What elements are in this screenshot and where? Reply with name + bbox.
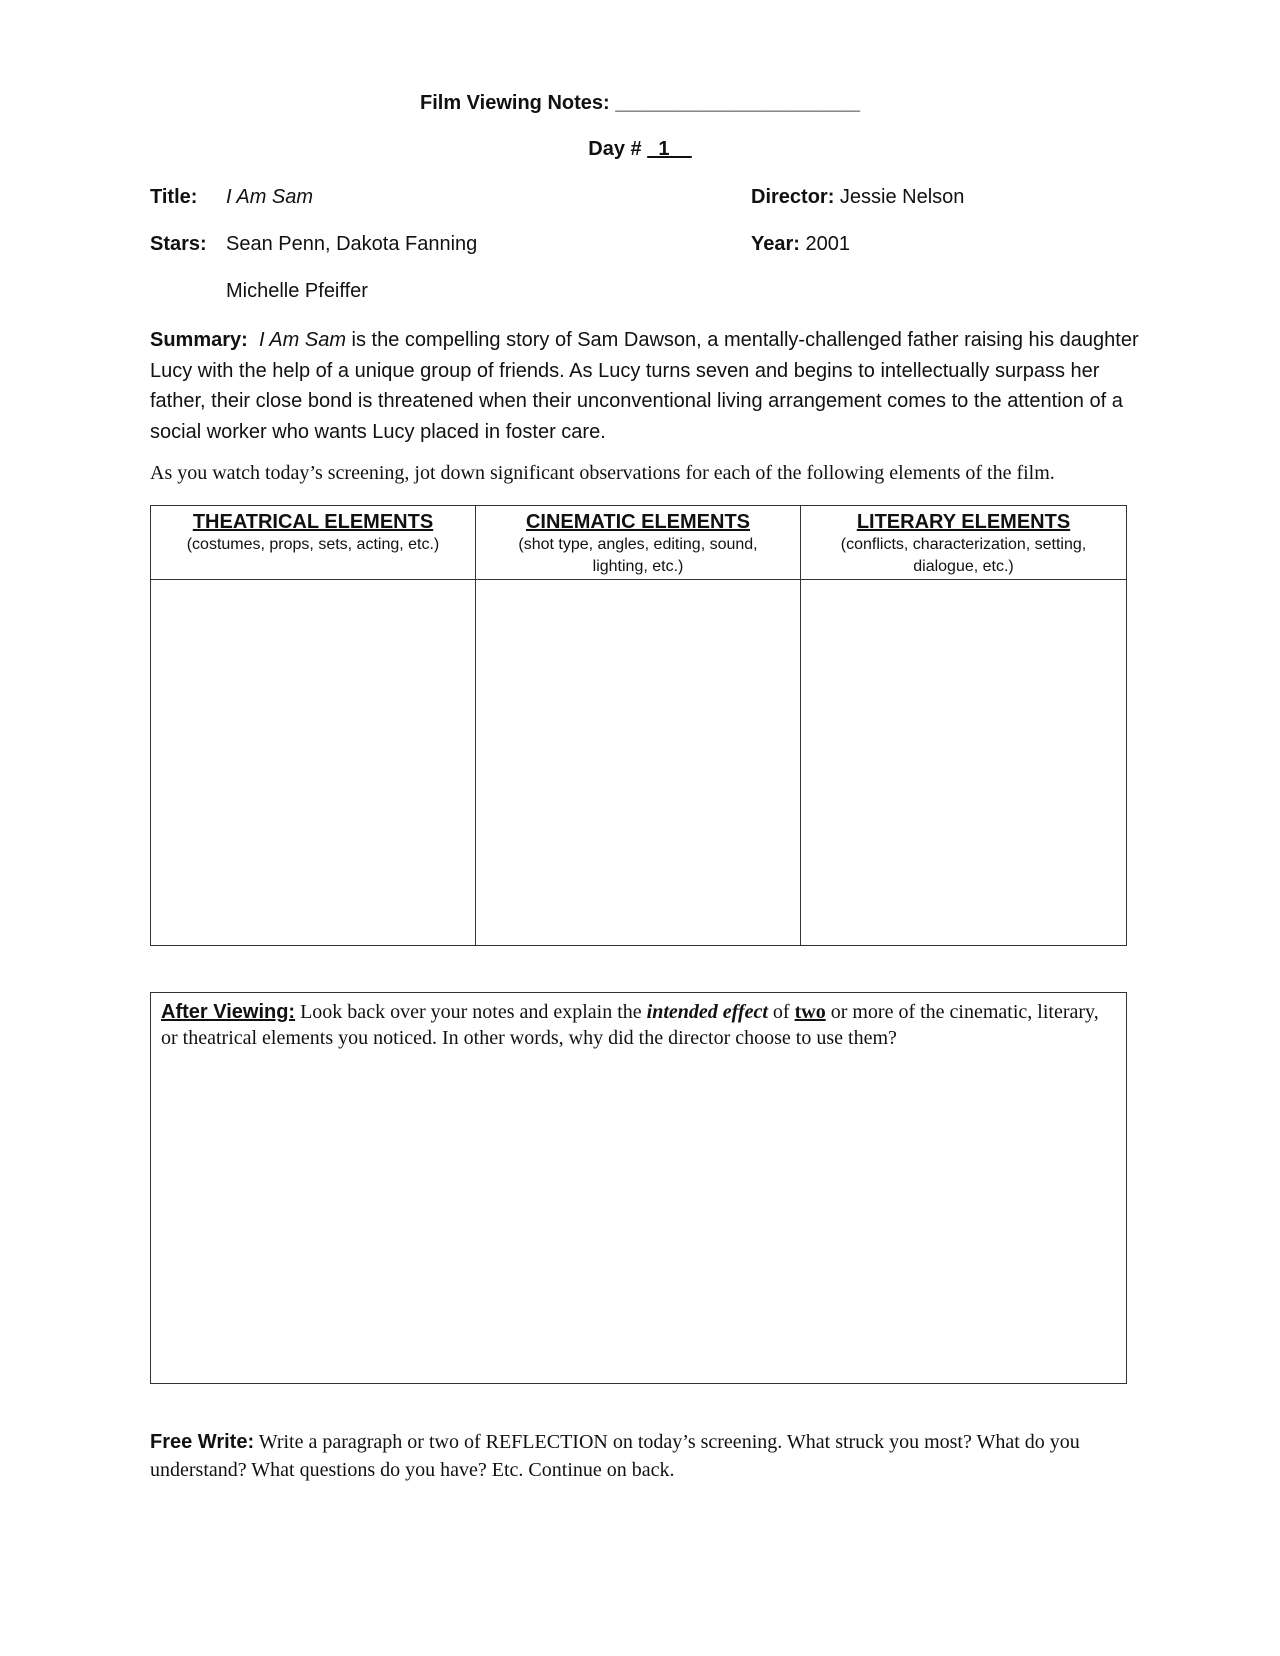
day-number <box>0 138 1280 161</box>
director-value: Jessie Nelson <box>839 186 965 208</box>
after-viewing-label: After Viewing: <box>161 1001 296 1023</box>
after-viewing-emphasis-two: two <box>794 1001 826 1023</box>
free-write-prompt <box>150 1428 1130 1484</box>
cinematic-title: CINEMATIC ELEMENTS <box>525 511 751 533</box>
after-viewing-box[interactable] <box>150 992 1127 1384</box>
literary-header <box>801 506 1126 580</box>
page-title <box>0 92 1280 115</box>
cinematic-notes-area[interactable] <box>476 580 801 945</box>
title-label: Title: <box>150 186 198 208</box>
free-write-label: Free Write: <box>150 1431 255 1453</box>
day-label: Day # <box>588 138 642 160</box>
theatrical-title: THEATRICAL ELEMENTS <box>192 511 434 533</box>
cinematic-subtitle: (shot type, angles, editing, sound, lighting, etc.) <box>518 536 758 575</box>
year-label: Year: <box>751 233 800 255</box>
director-field <box>751 186 964 209</box>
day-value: _1__ <box>647 138 692 160</box>
stars-value-line2: Michelle Pfeiffer <box>226 280 368 302</box>
title-value: I Am Sam <box>226 186 314 208</box>
theatrical-subtitle: (costumes, props, sets, acting, etc.) <box>186 536 440 553</box>
summary-label: Summary: <box>150 329 248 351</box>
after-viewing-text-a: Look back over your notes and explain the <box>295 1001 647 1023</box>
literary-title: LITERARY ELEMENTS <box>856 511 1071 533</box>
after-viewing-text-c: or more of the cinematic, literary, or theatrical elements you noticed. In other words, why did the director choose to use them? <box>161 1001 1099 1049</box>
literary-subtitle: (conflicts, characterization, setting, dialogue, etc.) <box>840 536 1087 575</box>
literary-notes-area[interactable] <box>801 580 1126 945</box>
year-value: 2001 <box>805 233 850 255</box>
after-viewing-emphasis-effect: intended effect <box>646 1001 768 1023</box>
stars-value-line1: Sean Penn, Dakota Fanning <box>226 233 478 255</box>
page-title-label: Film Viewing Notes: <box>420 92 610 114</box>
stars-label: Stars: <box>150 233 207 255</box>
theatrical-header <box>151 506 476 580</box>
elements-table <box>150 505 1127 946</box>
summary-text: is the compelling story of Sam Dawson, a mentally-challenged father raising his daughter Lucy with the help of a unique group of friends. As Lucy turns seven and begins to intellectually surpass her father, their close bond is threatened when their unconventional living arrangement comes to the attention of a social worker who wants Lucy placed in foster care. <box>150 329 1139 443</box>
after-viewing-text-b: of <box>767 1001 795 1023</box>
film-name-blank: ______________________ <box>615 92 860 114</box>
free-write-text: Write a paragraph or two of REFLECTION on today’s screening. What struck you most? What do you understand? What questions do you have? Etc. Continue on back. <box>150 1431 1080 1481</box>
cinematic-header <box>476 506 801 580</box>
summary-paragraph <box>150 325 1140 447</box>
director-label: Director: <box>751 186 835 208</box>
instruction-text: As you watch today’s screening, jot down significant observations for each of the following elements of the film. <box>150 462 1055 484</box>
theatrical-notes-area[interactable] <box>151 580 476 945</box>
summary-film-title: I Am Sam <box>258 329 346 351</box>
year-field <box>751 233 850 256</box>
